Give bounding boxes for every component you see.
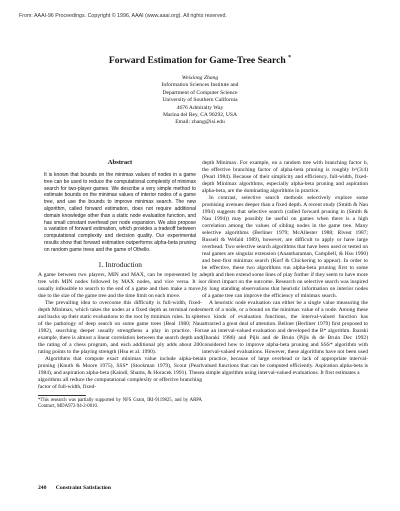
page-number: 240 [38,485,47,491]
section-heading-introduction: 1. Introduction [98,259,142,269]
abstract-heading: Abstract [107,159,133,166]
body-paragraph: In contrast, selective search methods selectively explore some promising avenues deeper than a fixed depth. A recent study (Smith & Nau 1994) suggests that selective search (called forward pruning in (Smith & Nau 1994)) may possibly be useful on games when there is a high correlation among the values of sibling nodes in the game tree. Many selective algorithms (Berliner 1979; McAllester 1988; Rivest 1987; Russell & Wefald 1989), however, are difficult to apply or have large overhead. Two selective search algorithms that have been used or tested on real games are singular extension (Anantharaman, Campbell, & Hsu 1990) and best-first minimax search (Korf & Chickering to appear). In order to be effective, these two algorithms run alpha-beta pruning first to some depth and then extend some lines of play further if they seem to have more or direct impact on the outcome. Research on selective search was inspired by long standing observations that heuristic information on interior nodes of a game tree can improve the efficiency of minimax search. [202,195,368,299]
author-affiliation-line: Department of Computer Science [162,89,238,96]
body-paragraph: A heuristic node evaluation can either be a single value measuring the merit of a node, or a bound on the minimax value of a node. Among these two kinds of evaluation functions, the interval-valued function has attracted a great deal of attention. Beliner (Berliner 1979) first proposed to use an interval-valued evaluation and developed the B* algorithm. Ibaraki (Ibaraki 1986) and Pijls and de Bruin (Pijls & de Bruin Dec 1992) considered how to improve alpha-beta pruning and SSS* algorithm with interval-valued evaluations. However, these algorithms have not been used in practice, because of large overhead or lack of appropriate interval-valued functions that can be computed efficiently. Aspiration alpha-beta is a simple algorithm using interval-valued evaluations. It first estimates a [202,300,368,376]
page-footer [38,485,111,491]
footnote-text: *This research was partially supported by NFS Grant, IRI-9119825, and by ARPA Contract, MDA972-94-2-0010. [38,397,202,409]
author-email: Email: zhang@isi.edu [175,119,225,126]
author-affiliation-line: University of Southern California [162,97,238,104]
author-block [0,75,400,127]
author-address-line: Marina del Rey, CA 90292, USA [162,112,238,119]
paper-title-text: Forward Estimation for Game-Tree Search [108,55,286,67]
footer-section-name: Constraint Satisfaction [55,485,111,491]
left-column [38,159,202,410]
body-paragraph: depth Minimax. For example, on a random tree with branching factor b, the effective branching factor of alpha-beta pruning is roughly b^(3/4) (Pearl 1984). Because of their simplicity and efficiency, full-width, fixed-depth Minimax algorithms, especially alpha-beta pruning and aspiration alpha-beta, are the dominating algorithms in practice. [202,160,368,194]
title-footnote-mark: * [288,55,292,61]
right-column [202,160,368,377]
abstract-text: It is known that bounds on the minimax values of nodes in a game tree can be used to reduce the computational complexity of minimax search for two-player games. We describe a very simple method to estimate bounds on the minimax values of interior nodes of a game tree, and use the bounds to improve minimax search. The new algorithm, called forward estimation, does not require additional domain knowledge other than a static node evaluation function, and has small constant overhead per node expansion. We also propose a variation of forward estimation, which provides a tradeoff between computational complexity and decision quality. Our experimental results show that forward estimation outperforms alpha-beta pruning on random game trees and the game of Othello. [44,172,196,253]
paper-title [0,55,400,66]
author-affiliation-line: Information Sciences Institute and [161,82,239,89]
copyright-notice: From: AAAI-96 Proceedings. Copyright © 1996, AAAI (www.aaai.org). All rights reserved. [19,13,227,19]
author-name: Weixiong Zhang [181,75,219,81]
intro-paragraph: A game between two players, MIN and MAX, can be represented by a tree with MIN nodes followed by MAX nodes, and vice versa. It is usually infeasible to search to the end of a game and then make a move, due to the size of the game tree and the time limit on each move. [38,271,202,299]
footnote-rule [38,395,86,396]
author-address-line: 4676 Admiralty Way [176,104,224,111]
intro-paragraph: Algorithms that compute exact minimax value include alpha-beta pruning (Knuth & Moore 1975), SSS* (Stockman 1979), Scout (Pearl 1984), and aspiration alpha-beta (Kaindl, Shams, & Horacek 1991). These algorithms all reduce the computational complexity or effective branching factor of full-width, fixed- [38,355,202,390]
intro-paragraph: The prevailing idea to overcome this difficulty is full-width, fixed-depth Minimax, which takes the nodes at a fixed depth as terminal nodes and backs up their static evaluations to the root by minimax rules. In spite of the pathology of deep search on some game trees (Beal 1980; Nau 1982), searching deeper usually strengthens a play in practice. For example, there is almost a linear correlation between the search depth and the rating of a chess program, and each additional ply adds about 200 rating points to the playing strength (Hsu et al. 1990). [38,299,202,355]
footnote-block [38,395,202,410]
